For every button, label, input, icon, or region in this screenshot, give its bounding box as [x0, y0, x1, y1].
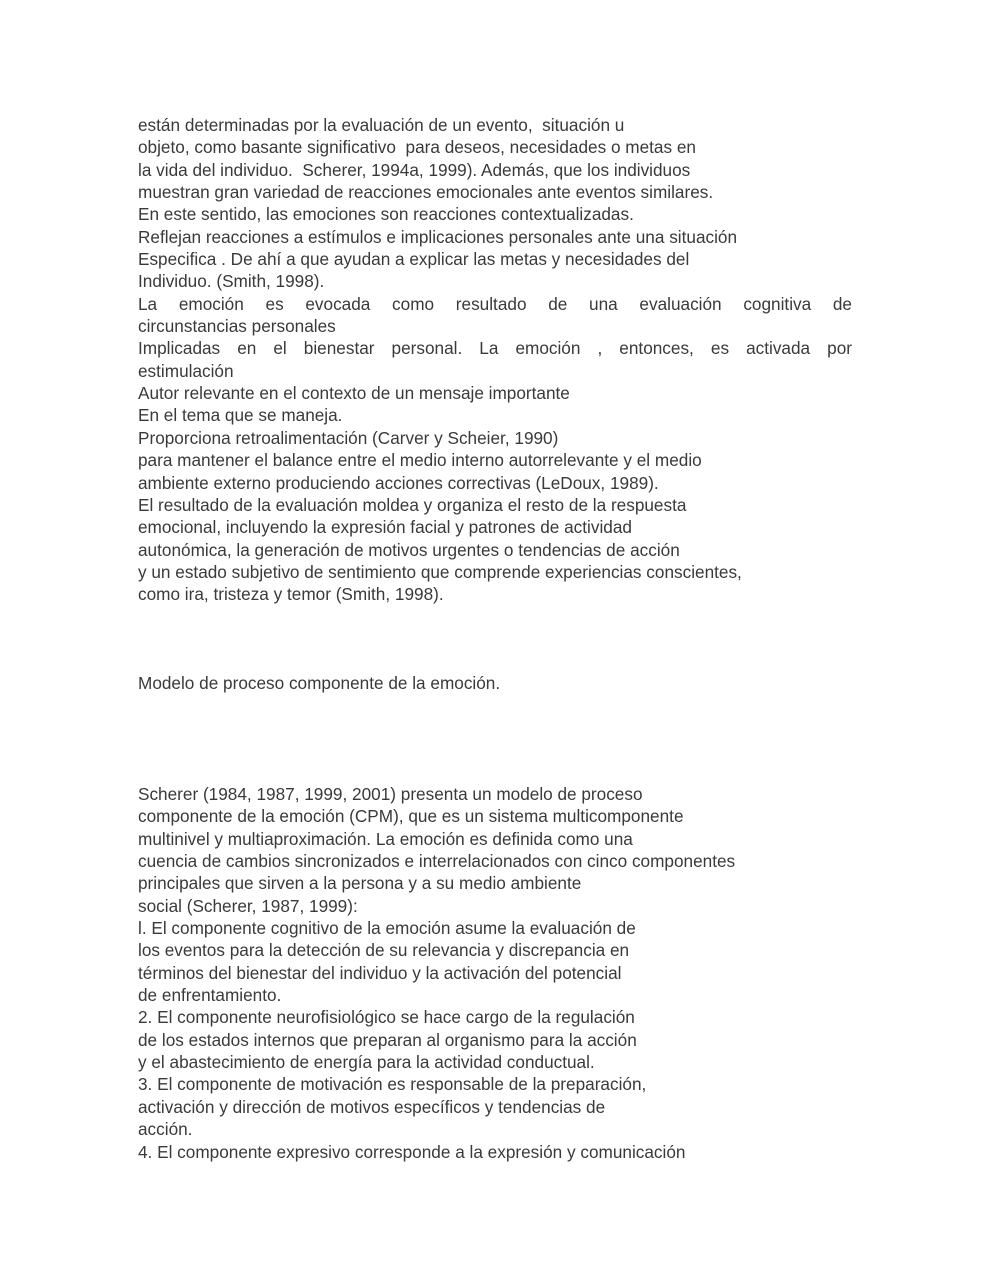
text-line: de enfrentamiento. [138, 985, 282, 1006]
text-line: Especifica . De ahí a que ayudan a explicar las metas y necesidades del [138, 249, 690, 270]
text-line: Individuo. (Smith, 1998). [138, 271, 325, 292]
text-line: emocional, incluyendo la expresión facial y patrones de actividad [138, 517, 632, 538]
text-line: social (Scherer, 1987, 1999): [138, 895, 358, 916]
text-line: como ira, tristeza y temor (Smith, 1998). [138, 584, 444, 605]
text-line: Implicadas en el bienestar personal. La emoción , entonces, es activada por [138, 338, 852, 359]
text-line: la vida del individuo. Scherer, 1994a, 1999). Además, que los individuos [138, 159, 691, 180]
text-line: de los estados internos que preparan al organismo para la acción [138, 1029, 637, 1050]
text-line: autonómica, la generación de motivos urgentes o tendencias de acción [138, 539, 680, 560]
section-heading [138, 672, 852, 694]
text-line: 4. El componente expresivo corresponde a la expresión y comunicación [138, 1141, 686, 1162]
text-line: circunstancias personales [138, 316, 336, 337]
text-line: activación y dirección de motivos específicos y tendencias de [138, 1096, 606, 1117]
heading-text: Modelo de proceso componente de la emoción. [138, 673, 501, 693]
text-line: componente de la emoción (CPM), que es un sistema multicomponente [138, 806, 684, 827]
text-line: principales que sirven a la persona y a su medio ambiente [138, 873, 582, 894]
text-line: l. El componente cognitivo de la emoción asume la evaluación de [138, 918, 636, 939]
text-line: cuencia de cambios sincronizados e interrelacionados con cinco componentes [138, 851, 736, 872]
text-line: 2. El componente neurofisiológico se hace cargo de la regulación [138, 1007, 635, 1028]
text-line: ambiente externo produciendo acciones correctivas (LeDoux, 1989). [138, 472, 659, 493]
paragraph-block-cpm-model [138, 783, 852, 1163]
text-line: están determinadas por la evaluación de un evento, situación u [138, 115, 625, 135]
text-line: En el tema que se maneja. [138, 405, 343, 426]
text-line: La emoción es evocada como resultado de una evaluación cognitiva de [138, 293, 852, 314]
text-line: objeto, como basante significativo para deseos, necesidades o metas en [138, 137, 696, 158]
text-line: y un estado subjetivo de sentimiento que comprende experiencias conscientes, [138, 561, 742, 582]
text-line: Autor relevante en el contexto de un mensaje importante [138, 383, 570, 404]
text-line: Scherer (1984, 1987, 1999, 2001) presenta un modelo de proceso [138, 784, 643, 804]
text-line: y el abastecimiento de energía para la actividad conductual. [138, 1052, 595, 1073]
text-line: multinivel y multiaproximación. La emoción es definida como una [138, 828, 633, 849]
text-line: para mantener el balance entre el medio interno autorrelevante y el medio [138, 450, 702, 471]
text-line: Proporciona retroalimentación (Carver y Scheier, 1990) [138, 427, 559, 448]
text-line: términos del bienestar del individuo y la activación del potencial [138, 962, 622, 983]
text-line: Reflejan reacciones a estímulos e implicaciones personales ante una situación [138, 226, 738, 247]
text-line: En este sentido, las emociones son reacciones contextualizadas. [138, 204, 634, 225]
text-line: los eventos para la detección de su relevancia y discrepancia en [138, 940, 630, 961]
text-line: 3. El componente de motivación es responsable de la preparación, [138, 1074, 647, 1095]
text-line: estimulación [138, 360, 234, 381]
text-line: acción. [138, 1119, 193, 1140]
text-line: El resultado de la evaluación moldea y organiza el resto de la respuesta [138, 494, 687, 515]
text-line: muestran gran variedad de reacciones emocionales ante eventos similares. [138, 182, 714, 203]
paragraph-block-emotion-appraisal [138, 114, 852, 606]
